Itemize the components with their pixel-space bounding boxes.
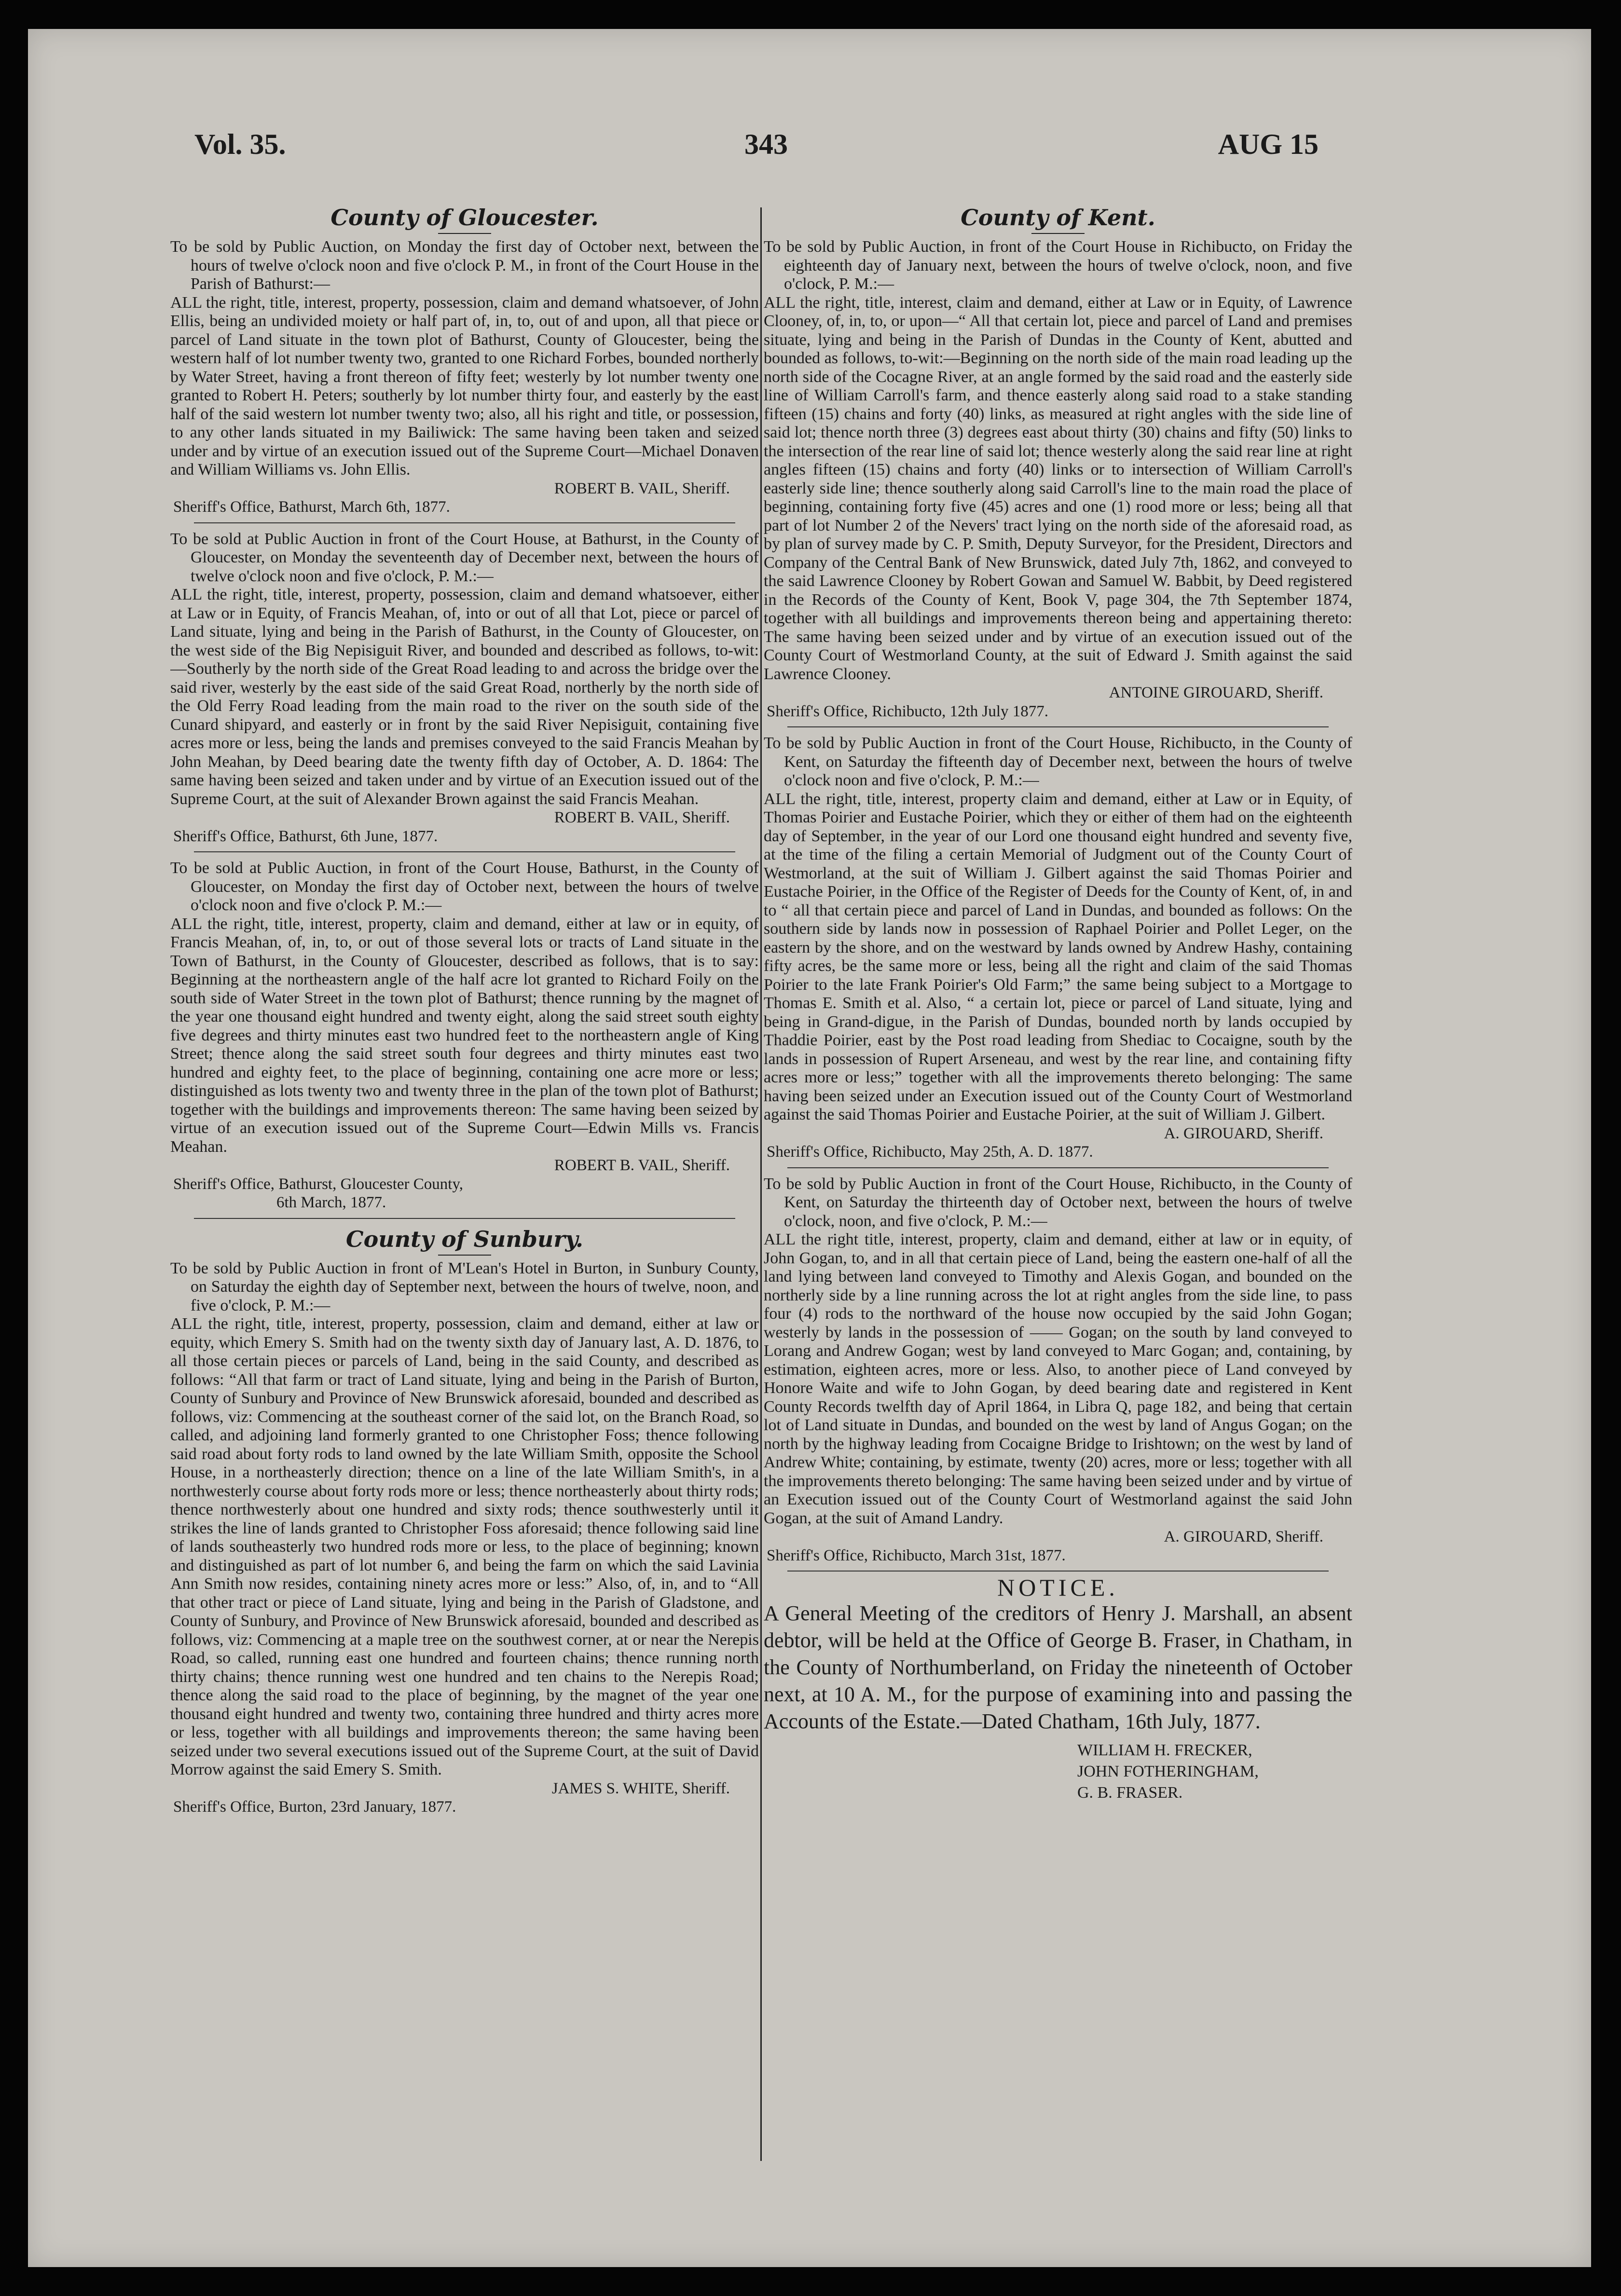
sale-notice (170, 1259, 759, 1817)
notice-intro: To be sold by Public Auction in front of M'Lean's Hotel in Burton, in Sunbury County, on Saturday the eighth day of September next, between the hours of twelve, noon, and five o'clock, P. M.:— (170, 1259, 759, 1314)
issue-date: AUG 15 (1218, 128, 1319, 160)
notice-separator (194, 1218, 735, 1219)
notice-separator (787, 1167, 1329, 1168)
sheriff-office: Sheriff's Office, Bathurst, Gloucester County, (173, 1175, 464, 1193)
notice-separator (194, 851, 735, 852)
section-title-sunbury: County of Sunbury. (345, 1226, 584, 1252)
sheriff-office: Sheriff's Office, Richibucto, 12th July 1877. (767, 702, 1048, 720)
section-title-gloucester: County of Gloucester. (330, 205, 599, 231)
title-rule (438, 1255, 491, 1256)
creditors-notice-title: NOTICE. (997, 1574, 1119, 1601)
sheriff-office: Sheriff's Office, Richibucto, May 25th, A. D. 1877. (767, 1143, 1093, 1161)
notice-intro: To be sold by Public Auction, on Monday the first day of October next, between the hours of twelve o'clock noon and five o'clock P. M., in front of the Court House in the Parish of Bathurst:— (170, 238, 759, 293)
column-divider (760, 207, 762, 2161)
notice-separator (194, 522, 735, 523)
left-column (170, 200, 759, 2163)
notice-body: ALL the right, title, interest, property, claim and demand, either at law or in equity, of Francis Meahan, of, in, to, or out of those several lots or tracts of Land situate in the Town of Bathurst, in the County of Gloucester, described as follows, that is to say: Beginning at the northeastern angle of the half acre lot granted to Richard Foily on the south side of Water Street in the town plot of Bathurst; thence running by the magnet of the year one thousand eight hundred and twenty eight, along the said street south eighty five degrees and thirty minutes east two hundred feet to the northeastern angle of King Street; thence along the said street south four degrees and thirty minutes east two hundred and eighty feet, to the place of beginning, containing one acre more or less; distinguished as lots twenty two and twenty three in the plan of the town plot of Bathurst; together with the buildings and improvements thereon: The same having been seized by virtue of an execution issued out of the Supreme Court—Edwin Mills vs. Francis Meahan. (170, 915, 759, 1156)
section-title-kent: County of Kent. (961, 205, 1155, 231)
notice-intro: To be sold by Public Auction, in front of the Court House in Richibucto, on Friday the eighteenth day of January next, between the hours of twelve o'clock, noon, and five o'clock, P. M.:— (764, 238, 1352, 293)
signer: WILLIAM H. FRECKER, (1077, 1741, 1252, 1759)
notice-intro: To be sold by Public Auction in front of the Court House, Richibucto, in the County of Kent, on Saturday the thirteenth day of October next, between the hours of twelve o'clock, noon, and five o'clock, P. M.:— (764, 1175, 1352, 1230)
signer: JOHN FOTHERINGHAM, (1077, 1762, 1259, 1780)
notice-intro: To be sold by Public Auction in front of the Court House, Richibucto, in the County of Kent, on Saturday the fifteenth day of December next, between the hours of twelve o'clock noon and five o'clock, P. M.:— (764, 734, 1352, 789)
notice-intro: To be sold at Public Auction, in front of the Court House, Bathurst, in the County of Gloucester, on Monday the first day of October next, between the hours of twelve o'clock noon and five o'clock P. M.:— (170, 859, 759, 914)
sale-notice (170, 530, 759, 846)
sale-notice (764, 238, 1352, 721)
sale-notice (170, 238, 759, 517)
sheriff-signature: ROBERT B. VAIL, Sheriff. (554, 479, 730, 497)
notice-body: ALL the right, title, interest, property claim and demand, either at Law or in Equity, of Thomas Poirier and Eustache Poirier, which they or either of them had on the eighteenth day of September, in the year of our Lord one thousand eight hundred and seventy five, at the time of the filing a certain Memorial of Judgment out of the County Court of Westmorland, at the suit of William J. Gilbert against the said Thomas Poirier and Eustache Poirier, in the Office of the Register of Deeds for the County of Kent, of, in and to “ all that certain piece and parcel of Land in Dundas, and bounded as follows: On the southern side by lands now in possession of Raphael Poirier and Pollet Leger, on the eastern by the shore, and on the westward by lands owned by Andrew Hashy, containing fifty acres, be the same more or less, being all the right and claim of the said Thomas Poirier to the late Frank Poirier's Old Farm;” the same being subject to a Mortgage to Thomas E. Smith et al. Also, “ a certain lot, piece or parcel of Land situate, lying and being in Grand-digue, in the Parish of Dundas, bounded north by lands occupied by Thaddie Poirier, east by the Post road leading from Shediac to Cocaigne, south by the lands in possession of Rupert Arseneau, and west by the rear line, and containing fifty acres more or less;” together with all the improvements thereto belonging: The same having been seized under an Execution issued out of the County Court of Westmorland against the said Thomas Poirier and Eustache Poirier, at the suit of William J. Gilbert. (764, 790, 1352, 1123)
sheriff-signature: ROBERT B. VAIL, Sheriff. (554, 809, 730, 826)
sheriff-office: Sheriff's Office, Bathurst, 6th June, 1877. (173, 827, 438, 845)
title-rule (438, 233, 491, 234)
sheriff-signature: ANTOINE GIROUARD, Sheriff. (1109, 684, 1323, 701)
notice-body: ALL the right, title, interest, property, possession, claim and demand whatsoever, either at Law or in Equity, of Francis Meahan, of, into or out of all that Lot, piece or parcel of Land situate, lying and being in the Parish of Bathurst, in the County of Gloucester, on the west side of the Big Nepisiguit River, and bounded and described as follows, to-wit:—Southerly by the north side of the Great Road leading to and across the bridge over the said river, westerly by the east side of the said Great Road, northerly by the north side of the Old Ferry Road leading from the main road to the river on the south side of the Cunard shipyard, and easterly or in front by the said River Nepisiguit, containing five acres more or less, being the lands and premises conveyed to the said Francis Meahan by John Meahan, by Deed bearing date the twenty fifth day of October, A. D. 1864: The same having been seized and taken under and by virtue of an Execution issued out of the Supreme Court, at the suit of Alexander Brown against the said Francis Meahan. (170, 586, 759, 808)
notice-body: ALL the right, title, interest, property, possession, claim and demand whatsoever, of John Ellis, being an undivided moiety or half part of, in, to, out of and upon, all that piece or parcel of Land situate in the town plot of Bathurst, County of Gloucester, being the western half of lot number twenty two, granted to one Richard Forbes, bounded northerly by Water Street, having a front thereon of fifty feet; westerly by lot number twenty one granted to Robert H. Peters; southerly by lot number thirty four, and easterly by the east half of the said western lot number twenty two; also, all his right and title, or possession, to any other lands situated in my Bailiwick: The same having been taken and seized under and by virtue of an execution issued out of the Supreme Court—Michael Donaven and William Williams vs. John Ellis. (170, 293, 759, 478)
sheriff-signature: A. GIROUARD, Sheriff. (1164, 1528, 1323, 1545)
sheriff-signature: A. GIROUARD, Sheriff. (1164, 1124, 1323, 1142)
sale-notice (764, 734, 1352, 1162)
sale-notice (170, 859, 759, 1212)
creditors-notice-body: A General Meeting of the creditors of Henry J. Marshall, an absent debtor, will be held at the Office of George B. Fraser, in Chatham, in the County of Northumberland, on Friday the nineteenth of October next, at 10 A. M., for the purpose of examining into and passing the Accounts of the Estate.—Dated Chatham, 16th July, 1877. (764, 1601, 1352, 1733)
sale-notice (764, 1175, 1352, 1565)
sheriff-signature: ROBERT B. VAIL, Sheriff. (554, 1157, 730, 1174)
notice-intro: To be sold at Public Auction in front of the Court House, at Bathurst, in the County of Gloucester, on Monday the seventeenth day of December next, between the hours of twelve o'clock noon and five o'clock, P. M.:— (170, 530, 759, 585)
notice-body: ALL the right, title, interest, claim and demand, either at Law or in Equity, of Lawrence Clooney, of, in, to, or upon—“ All that certain lot, piece and parcel of Land and premises situate, lying and being in the Parish of Dundas in the County of Kent, abutted and bounded as follows, to-wit:—Beginning on the north side of the main road leading up the north side of the Cocagne River, at an angle formed by the said road and the easterly side line of William Carroll's farm, and thence easterly along said road to a stake standing fifteen (15) chains and forty (40) links, as measured at right angles with the side line of said lot; thence north three (3) degrees east about thirty (30) chains and fifty (50) links to the intersection of the rear line of said lot; thence westerly along the said rear line at right angles fifteen (15) chains and forty (40) links or to intersection of William Carroll's easterly side line; thence southerly along said Carroll's line to the main road the place of beginning, containing forty five (45) acres and one (1) rood more or less; being all that part of lot Number 2 of the Nevers' tract lying on the north side of the aforesaid road, as by plan of survey made by C. P. Smith, Deputy Surveyor, for the President, Directors and Company of the Central Bank of New Brunswick, dated July 7th, 1862, and conveyed to the said Lawrence Clooney by Robert Gowan and Samuel W. Babbit, by Deed registered in the Records of the County of Kent, Book V, page 304, the 7th September 1874, together with all buildings and improvements thereon being and appertaining thereto: The same having been seized under and by virtue of an execution issued out of the County Court of Westmorland County, at the suit of Edward J. Smith against the said Lawrence Clooney. (764, 293, 1352, 683)
gazette-page (28, 29, 1591, 2267)
notice-signers (764, 1740, 1352, 1804)
notice-separator (787, 1571, 1329, 1572)
page-number: 343 (744, 128, 788, 160)
notice-separator (787, 726, 1329, 727)
right-column (764, 200, 1352, 2163)
notice-body: ALL the right title, interest, property, claim and demand, either at law or in equity, of John Gogan, to, and in all that certain piece of Land, being the eastern one-half of all the land lying between land conveyed to Timothy and Alexis Gogan, and bounded on the northerly side by a line running across the lot at right angles from the side line, to pass four (4) rods to the northward of the house now occupied by the said John Gogan; westerly by lands in the possession of —— Gogan; on the south by land conveyed to Lorang and Andrew Gogan; west by land conveyed to Marc Gogan; and, containing, by estimation, eighteen acres, more or less. Also, to another piece of Land conveyed by Honore Waite and wife to John Gogan, by deed bearing date and registered in Kent County Records twelfth day of April 1864, in Libra Q, page 182, and being that certain lot of Land situate in Dundas, and bounded on the west by land of Angus Gogan; on the north by the highway leading from Cocaigne Bridge to Irishtown; on the west by land of Andrew White; containing, by estimate, twenty (20) acres, more or less; together with all the improvements thereto belonging: The same having been seized under and by virtue of an Execution issued out of the County Court of Westmorland against the said John Gogan, at the suit of Amand Landry. (764, 1230, 1352, 1527)
signer: G. B. FRASER. (1077, 1783, 1183, 1802)
sheriff-office-date: 6th March, 1877. (276, 1194, 386, 1211)
volume-number: Vol. 35. (194, 128, 286, 160)
sheriff-office: Sheriff's Office, Bathurst, March 6th, 1877. (173, 498, 450, 516)
title-rule (1031, 233, 1085, 234)
page-header (194, 128, 1319, 166)
sheriff-office: Sheriff's Office, Burton, 23rd January, 1877. (173, 1798, 456, 1816)
sheriff-office: Sheriff's Office, Richibucto, March 31st, 1877. (767, 1546, 1066, 1564)
sheriff-signature: JAMES S. WHITE, Sheriff. (551, 1779, 730, 1797)
notice-body: ALL the right, title, interest, property, possession, claim and demand, either at law or equity, which Emery S. Smith had on the twenty sixth day of January last, A. D. 1876, to all those certain pieces or parcels of Land, being in the said County, and described as follows: “All that farm or tract of Land situate, lying and being in the Parish of Burton, County of Sunbury and Province of New Brunswick aforesaid, bounded and described as follows, viz: Commencing at the southeast corner of the said lot, on the Branch Road, so called, and adjoining land formerly granted to one Christopher Foss; thence following said road about forty rods to land owned by the late William Smith, opposite the School House, in a northeasterly direction; thence on a line of the late William Smith's, in a northwesterly course about forty rods more or less; thence northeasterly about thirty rods; thence northwesterly about one hundred and sixty rods; thence southwesterly until it strikes the line of lands granted to Christopher Foss aforesaid; thence following said line of lands southeasterly two hundred rods more or less, to the place of beginning; known and distinguished as part of lot number 6, and being the farm on which the said Lavinia Ann Smith now resides, containing ninety acres more or less:” Also, of, in, and to “All that other tract or piece of Land situate, lying and being in the Parish of Gladstone, and County of Sunbury, and Province of New Brunswick aforesaid, bounded and described as follows, viz: Commencing at a maple tree on the southwest corner, at or near the Nerepis Road, so called, running east one hundred and fourteen chains; thence running north thirty chains; thence running west one hundred and ten chains to the Nerepis Road; thence along the said road to the place of beginning, by the magnet of the year one thousand eight hundred and twenty two, containing three hundred and thirty acres more or less, together with all buildings and improvements thereon; the same having been seized under two several executions issued out of the Supreme Court, at the suit of David Morrow against the said Emery S. Smith. (170, 1315, 759, 1778)
